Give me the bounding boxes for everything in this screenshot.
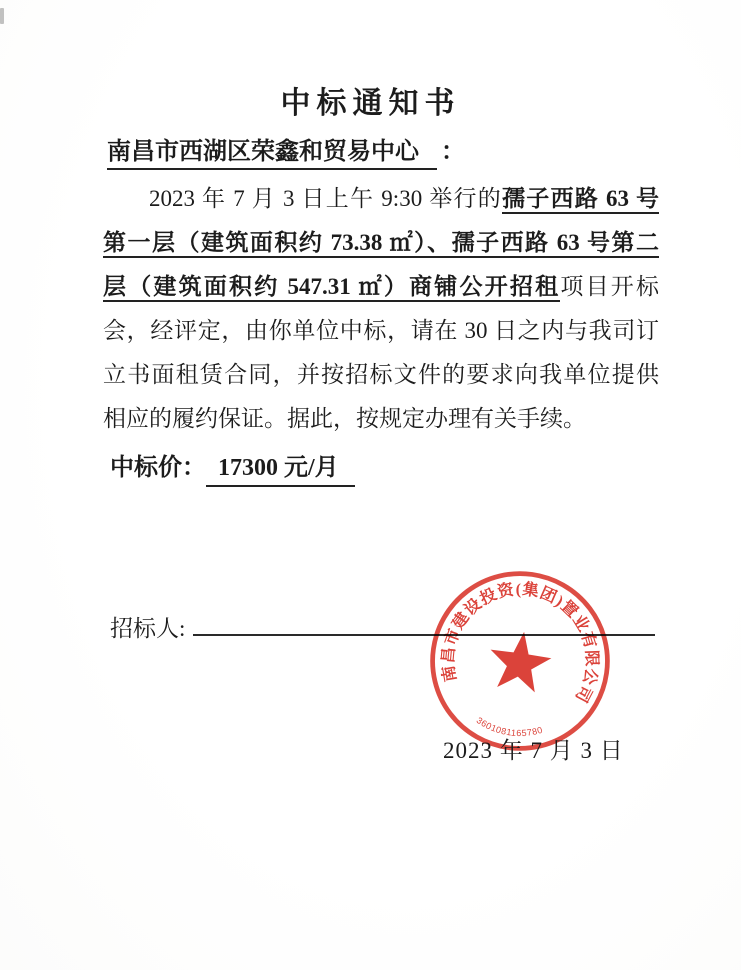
body-segment: 层（建筑面积约 547.31 ㎡）商铺公开招租 — [103, 274, 560, 302]
body-segment: 孺子西路 63 号 — [502, 186, 659, 214]
body-segment: 第一层（建筑面积约 73.38 ㎡）、孺子西路 63 号第二 — [103, 230, 659, 258]
recipient-line — [107, 131, 465, 166]
body-line — [103, 221, 659, 265]
price-line — [110, 447, 355, 482]
body-paragraph — [103, 177, 659, 441]
body-line — [103, 309, 659, 353]
star-icon — [486, 628, 555, 694]
issue-date: 2023 年 7 月 3 日 — [443, 738, 624, 763]
body-segment: 项目开标 — [560, 274, 660, 299]
recipient-name: 南昌市西湖区荣鑫和贸易中心 — [107, 139, 437, 170]
price-label: 中标价： — [110, 455, 206, 481]
bidder-label: 招标人: — [110, 616, 186, 641]
stamp-company-name: 南昌市建设投资(集团)置业有限公司 — [440, 581, 600, 706]
body-line — [103, 265, 659, 309]
scan-artifact — [0, 8, 4, 24]
stamp-registration-number: 3601081165780 — [474, 715, 545, 739]
body-segment: 会，经评定，由你单位中标，请在 30 日之内与我司订 — [103, 318, 659, 343]
body-segment: 相应的履约保证。据此，按规定办理有关手续。 — [103, 406, 586, 431]
body-line — [103, 353, 659, 397]
body-line — [103, 397, 659, 441]
body-segment: 立书面租赁合同，并按招标文件的要求向我单位提供 — [103, 362, 659, 387]
document-title: 中标通知书 — [280, 87, 461, 120]
body-line — [103, 177, 659, 221]
price-value: 17300 元/月 — [206, 455, 355, 487]
body-segment: 2023 年 7 月 3 日上午 9:30 举行的 — [149, 186, 502, 211]
recipient-colon: ： — [441, 139, 465, 165]
